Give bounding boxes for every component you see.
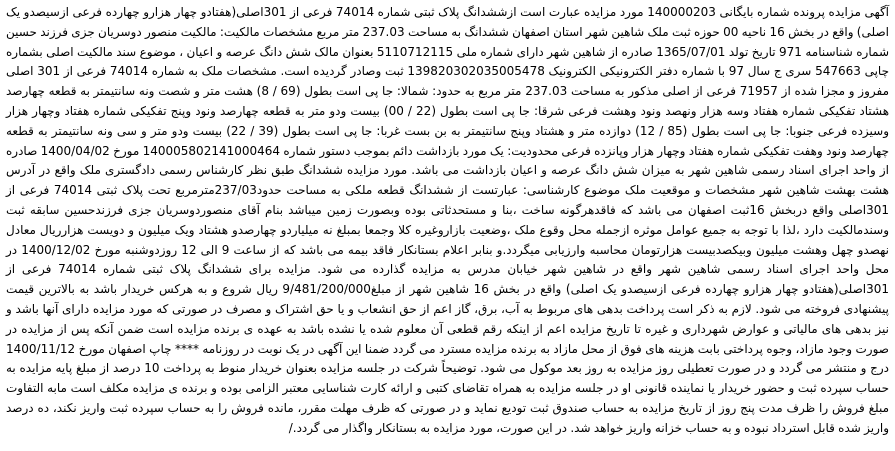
notice-body-text: آگهی مزایده پرونده شماره بایگانی 140000203 مورد مزایده عبارت است ازششدانگ پلاک ثبتی شماره 74014 فرعی از 301اصلی(هفتادو چهار هزارو چهارده فرعی ازسیصدو یک اصلی) واقع در بخش 16 ناحیه 00 حوزه ثبت ملک شاهین شهر استان اصفهان ششدانگ به مساحت 237.03 متر مربع مشخصات مالکیت: مالکیت منصور دوسریان جزی فرزند حسین شماره شناسنامه 971 تاریخ تولد 1365/07/01 صادره از شاهین شهر دارای شماره ملی 5110712115 بعنوان مالک شش دانگ عرصه و اعیان ، موضوع سند مالکیت اصلی بشماره چاپی 547663 سری ج سال 97 با شماره دفتر الکترونیکی الکترونیک 139820302035005478 ثبت وصادر گردیده است. مشخصات ملک به شماره 74014 فرعی از 301 اصلی مفروز و مجزا شده از 71957 فرعی از اصلی مذکور به مساحت 237.03 متر مربع به حدود: شمالا: جا پی است بطول (69 / 8) هشت متر و شصت ونه سانتیمتر به قطعه چهارصد هشتاد تفکیکی شماره هفتاد وسه هزار ونهصد ونود وهشت فرعی شرقا: جا پی است بطول (22 / 00) بیست ودو متر به قطعه چهارصد ونود وپنج تفکیکی شماره هفتاد وچهار هزار وسیزده فرعی جنوبا: جا پی است بطول (85 / 12) دوازده متر و هشتاد وپنج سانتیمتر به بن بست غربا: جا پی است بطول (39 / 22) بیست ودو متر و سی ونه سانتیمتر به قطعه چهارصد ونود وهفت تفکیکی شماره هفتاد وچهار هزار وپانزده فرعی محدودیت: یک مورد بازداشت دائم بموجب دستور شماره 140005802141000464 مورخ 1400/04/02 صادره از واحد اجرای اسناد رسمی شاهین شهر به میزان شش دانگ عرصه و اعیان بازداشت می باشد. مورد مزایده ششدانگ طبق نظر کارشناس رسمی دادگستری ملک واقع در آدرس هشت بهشت شاهین شهر مشخصات و موقعیت ملک موضوع کارشناسی: عبارتست از ششدانگ قطعه ملکی به مساحت حدود237/03مترمربع تحت پلاک ثبتی 74014 فرعی از 301اصلی واقع دربخش 16ثبت اصفهان می باشد که فاقدهرگونه ساخت ،بنا و مستحدثاتی بوده وبصورت زمین میباشد بنام آقای منصوردوسریان جزی فرزندحسین سابقه ثبت وسندمالکیت دارد ،لذا با توجه به جمیع عوامل موثره ازجمله محل وقوع ملک ،وضعیت بازاروغیره کلا وجمعا بمبلغ نه میلیاردو چهارصدو هشتاد ویک میلیون و دویست هزارریال معادل نهصدو چهل وهشت میلیون وبیکصدبیست هزارتومان محاسبه وارزیابی میگردد.و بنابر اعلام بستانکار فاقد بیمه می باشد که از ساعت 9 الی 12 روزدوشنبه مورخ 1400/12/02 در محل واحد اجرای اسناد رسمی شاهین شهر واقع در شاهین شهر خیابان مدرس به مزایده گذارده می شود. مزایده برای ششدانگ پلاک ثبتی شماره 74014 فرعی از 301اصلی(هفتادو چهار هزارو چهارده فرعی ازسیصدو یک اصلی) واقع در بخش 16 شاهین شهر از مبلغ9/481/200/000 ریال شروع و به هرکس خریدار باشد به بالاترین قیمت پیشنهادی فروخته می شود. لازم به ذکر است پرداخت بدهی های مربوط به آب، برق، گاز اعم از حق انشعاب و یا حق اشتراک و مصرف در صورتی که مورد مزایده دارای آنها باشد و نیز بدهی های مالیاتی و عوارض شهرداری و غیره تا تاریخ مزایده اعم از اینکه رقم قطعی آن معلوم شده یا نشده باشد به عهده ی برنده مزایده است ضمن آنکه پس از مزایده در صورت وجود مازاد، وجوه پرداختی بابت هزینه های فوق از محل مازاد به برنده مزایده مسترد می گردد ضمنا این آگهی در یک نوبت در روزنامه **** چاپ اصفهان مورخ 1400/11/12 درج و منتشر می گردد و در صورت تعطیلی روز مزایده به روز بعد موکول می شود. توضیحاً شرکت در جلسه مزایده بعنوان خریدار منوط به پرداخت 10 درصد از مبلغ پایه مزایده به حساب سپرده ثبت و حضور خریدار یا نماینده قانونی او در جلسه مزایده به همراه تقاضای کتبی و ارائه کارت شناسایی معتبر الزامی بوده و برنده ی مزایده مکلف است مابه التفاوت مبلغ فروش را ظرف مدت پنج روز از تاریخ مزایده به حساب صندوق ثبت تودیع نماید و در صورتی که ظرف مهلت مقرر، مانده فروش را به حساب سپرده ثبت واریز نکند، ده درصد واریز شده قابل استرداد نبوده و به حساب خزانه واریز خواهد شد. در این صورت، مورد مزایده به بستانکار واگذار می گردد./ [6, 5, 890, 435]
